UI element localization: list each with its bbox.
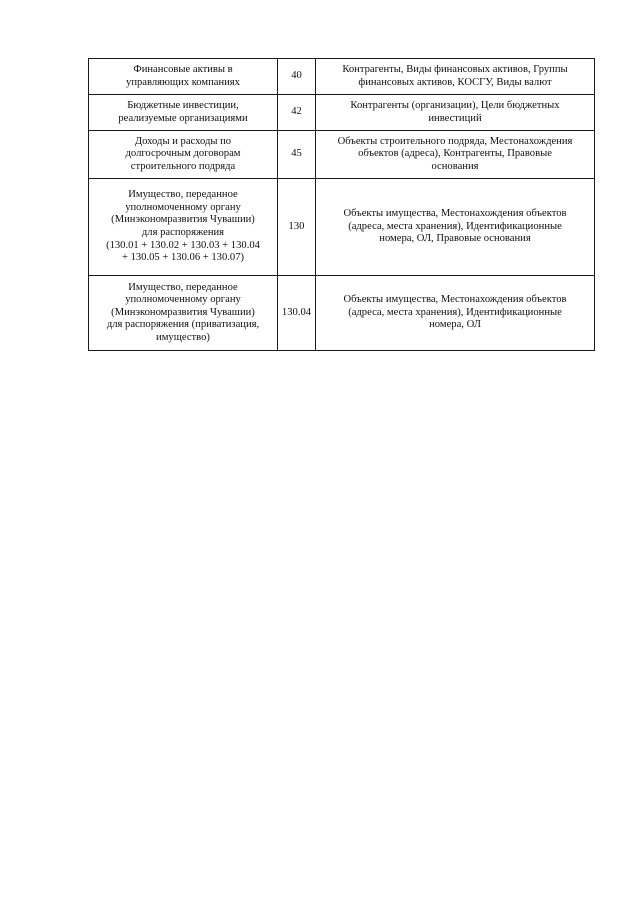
account-code-cell: 130: [278, 179, 316, 276]
accounts-table: [88, 58, 595, 351]
table-row: [89, 95, 595, 131]
table-row: [89, 179, 595, 276]
analytics-cell: Объекты имущества, Местонахождения объектов (адреса, места хранения), Идентификационные номера, ОЛ, Правовые основания: [316, 179, 595, 276]
account-name-cell: Имущество, переданное уполномоченному органу (Минэкономразвития Чувашии) для распоряжения (приватизация, имущество): [89, 276, 278, 351]
account-code-cell: 130.04: [278, 276, 316, 351]
account-name-cell: Доходы и расходы по долгосрочным договорам строительного подряда: [89, 131, 278, 179]
account-name-cell: Бюджетные инвестиции, реализуемые организациями: [89, 95, 278, 131]
analytics-cell: Контрагенты (организации), Цели бюджетных инвестиций: [316, 95, 595, 131]
analytics-cell: Объекты имущества, Местонахождения объектов (адреса, места хранения), Идентификационные номера, ОЛ: [316, 276, 595, 351]
table-row: [89, 59, 595, 95]
account-code-cell: 42: [278, 95, 316, 131]
table-row: [89, 276, 595, 351]
account-code-cell: 40: [278, 59, 316, 95]
table-row: [89, 131, 595, 179]
account-name-cell: Имущество, переданное уполномоченному органу (Минэкономразвития Чувашии) для распоряжения (130.01 + 130.02 + 130.03 + 130.04 + 130.05 + 130.06 + 130.07): [89, 179, 278, 276]
account-name-cell: Финансовые активы в управляющих компаниях: [89, 59, 278, 95]
analytics-cell: Контрагенты, Виды финансовых активов, Группы финансовых активов, КОСГУ, Виды валют: [316, 59, 595, 95]
analytics-cell: Объекты строительного подряда, Местонахождения объектов (адреса), Контрагенты, Правовые основания: [316, 131, 595, 179]
account-code-cell: 45: [278, 131, 316, 179]
